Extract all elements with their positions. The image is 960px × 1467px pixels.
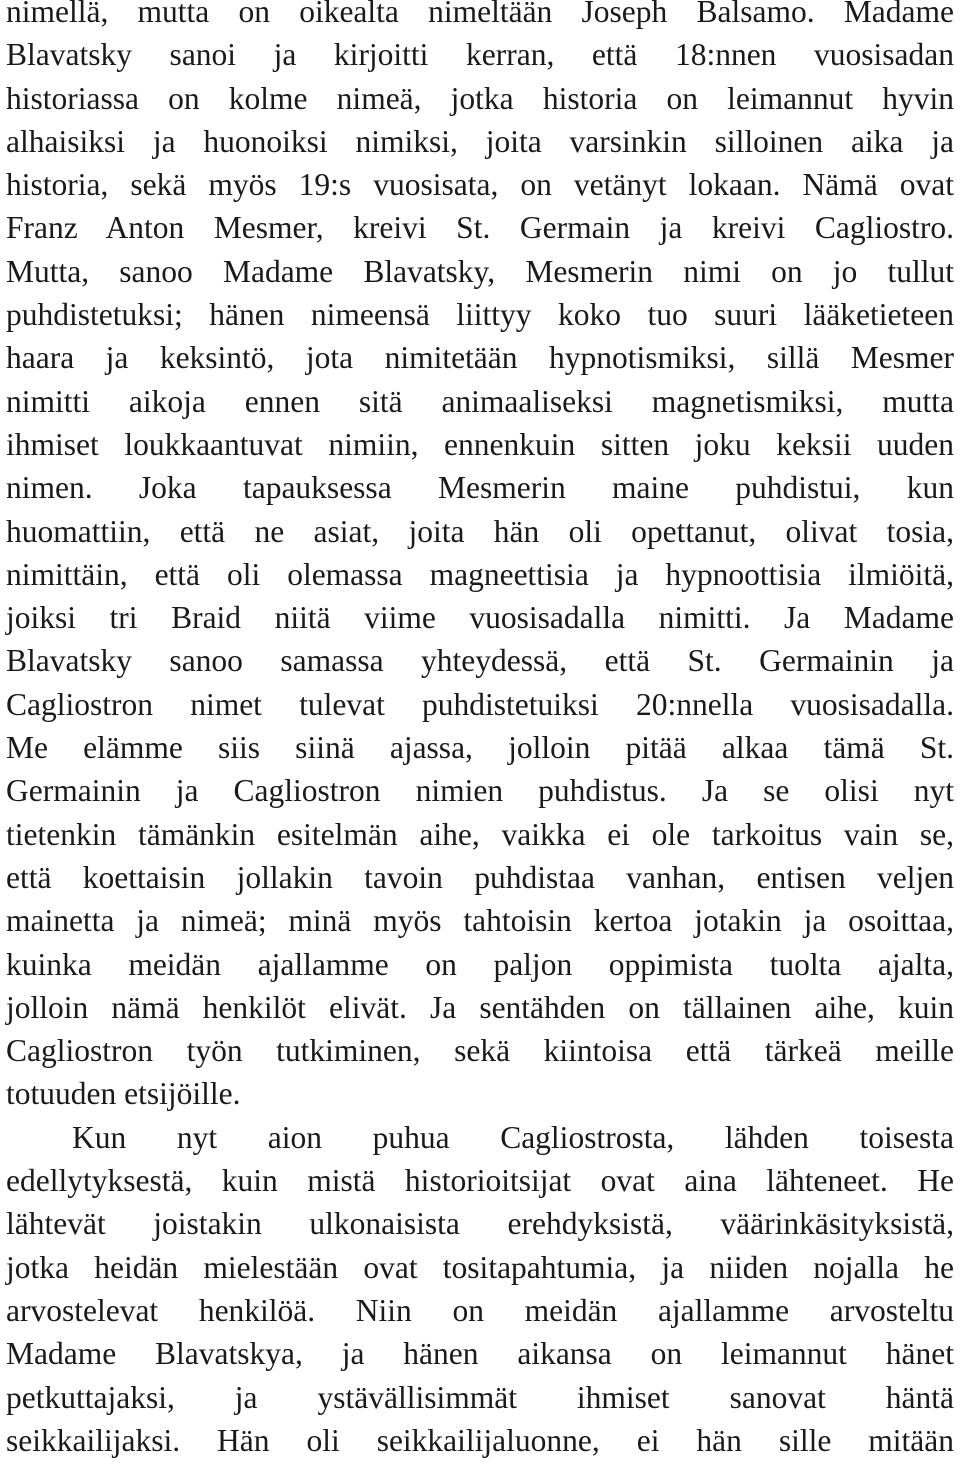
text-line: tietenkin tämänkin esitelmän aihe, vaikka ei ole tarkoitus vain se, <box>6 816 954 852</box>
text-line: Kun nyt aion puhua Cagliostrosta, lähden toisesta <box>72 1119 954 1155</box>
text-line: totuuden etsijöille. <box>6 1076 241 1112</box>
text-line: historia, sekä myös 19:s vuosisata, on vetänyt lokaan. Nämä ovat <box>6 167 954 203</box>
text-line: että koettaisin jollakin tavoin puhdistaa vanhan, entisen veljen <box>6 859 954 895</box>
text-line: Blavatsky sanoo samassa yhteydessä, että St. Germainin ja <box>6 643 954 679</box>
text-line: Cagliostron nimet tulevat puhdistetuiksi 20:nnella vuosisadalla. <box>6 686 954 722</box>
paragraph <box>6 0 954 1116</box>
text-line: arvostelevat henkilöä. Niin on meidän ajallamme arvosteltu <box>6 1292 954 1328</box>
text-line: jolloin nämä henkilöt elivät. Ja sentähden on tällainen aihe, kuin <box>6 989 954 1025</box>
text-line: Germainin ja Cagliostron nimien puhdistus. Ja se olisi nyt <box>6 773 954 809</box>
document-page <box>6 0 954 1462</box>
paragraph <box>6 1116 954 1462</box>
text-line: Blavatsky sanoi ja kirjoitti kerran, että 18:nnen vuosisadan <box>6 37 954 73</box>
text-line: mainetta ja nimeä; minä myös tahtoisin kertoa jotakin ja osoittaa, <box>6 903 954 939</box>
text-line: Cagliostron työn tutkiminen, sekä kiintoisa että tärkeä meille <box>6 1033 954 1069</box>
text-line: nimitti aikoja ennen sitä animaaliseksi magnetismiksi, mutta <box>6 383 954 419</box>
text-line: petkuttajaksi, ja ystävällisimmät ihmiset sanovat häntä <box>6 1379 954 1415</box>
text-line: nimittäin, että oli olemassa magneettisia ja hypnoottisia ilmiöitä, <box>6 556 954 592</box>
text-line: Mutta, sanoo Madame Blavatsky, Mesmerin nimi on jo tullut <box>6 253 954 289</box>
text-line: Me elämme siis siinä ajassa, jolloin pitää alkaa tämä St. <box>6 730 954 766</box>
text-line: haara ja keksintö, jota nimitetään hypnotismiksi, sillä Mesmer <box>6 340 954 376</box>
text-line: Madame Blavatskya, ja hänen aikansa on leimannut hänet <box>6 1336 954 1372</box>
text-line: Franz Anton Mesmer, kreivi St. Germain ja kreivi Cagliostro. <box>6 210 954 246</box>
text-line: historiassa on kolme nimeä, jotka historia on leimannut hyvin <box>6 80 954 116</box>
text-line: edellytyksestä, kuin mistä historioitsijat ovat aina lähteneet. He <box>6 1163 954 1199</box>
text-line: ihmiset loukkaantuvat nimiin, ennenkuin sitten joku keksii uuden <box>6 426 954 462</box>
text-line: kuinka meidän ajallamme on paljon oppimista tuolta ajalta, <box>6 946 954 982</box>
text-line: alhaisiksi ja huonoiksi nimiksi, joita varsinkin silloinen aika ja <box>6 123 954 159</box>
text-line: nimen. Joka tapauksessa Mesmerin maine puhdistui, kun <box>6 470 954 506</box>
text-line: nimellä, mutta on oikealta nimeltään Joseph Balsamo. Madame <box>6 0 954 29</box>
text-line: huomattiin, että ne asiat, joita hän oli opettanut, olivat tosia, <box>6 513 954 549</box>
text-line: jotka heidän mielestään ovat tositapahtumia, ja niiden nojalla he <box>6 1249 954 1285</box>
text-line: joiksi tri Braid niitä viime vuosisadalla nimitti. Ja Madame <box>6 600 954 636</box>
text-line: puhdistetuksi; hänen nimeensä liittyy koko tuo suuri lääketieteen <box>6 297 954 333</box>
text-line: lähtevät joistakin ulkonaisista erehdyksistä, väärinkäsityksistä, <box>6 1206 954 1242</box>
text-line: seikkailijaksi. Hän oli seikkailijaluonne, ei hän sille mitään <box>6 1422 954 1458</box>
